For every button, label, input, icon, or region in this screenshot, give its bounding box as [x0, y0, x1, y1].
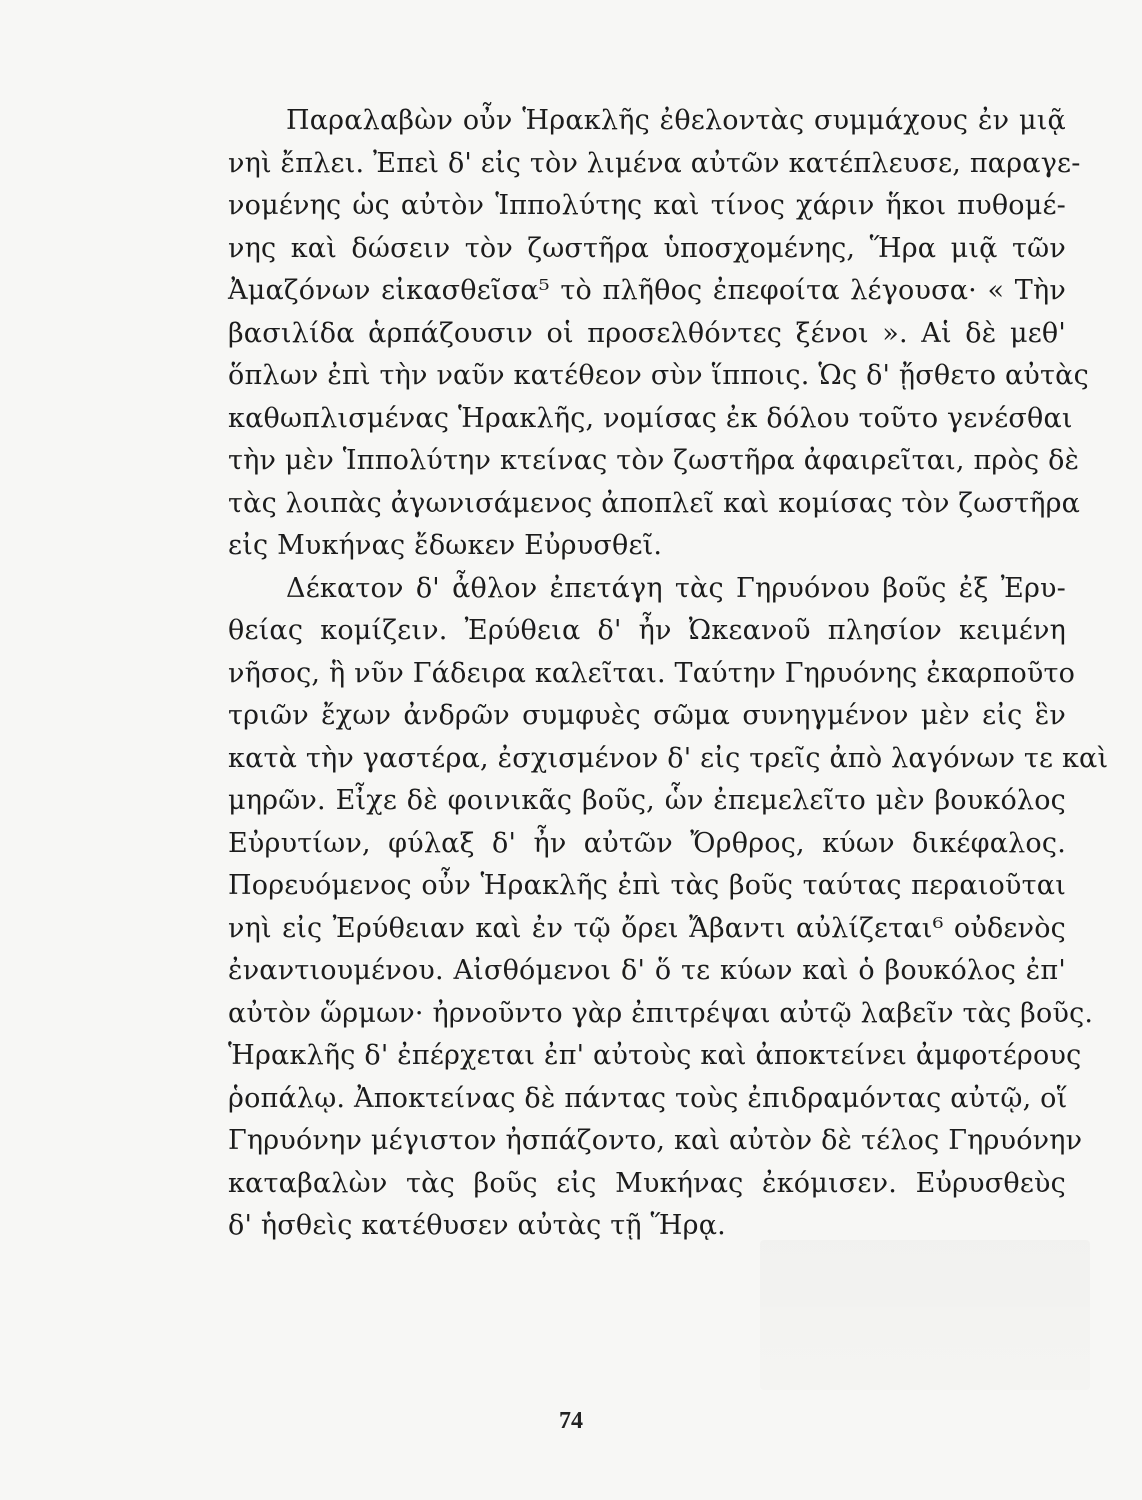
text-line: Δέκατον δ' ἆθλον ἐπετάγη τὰς Γηρυόνου βοῦς ἐξ Ἐρυ- — [286, 572, 1066, 604]
text-line: βασιλίδα ἁρπάζουσιν οἱ προσελθόντες ξένοι ». Αἱ δὲ μεθ' — [228, 317, 1066, 349]
text-line: κατὰ τὴν γαστέρα, ἐσχισμένον δ' εἰς τρεῖς ἀπὸ λαγόνων τε καὶ — [228, 742, 1109, 774]
text-line: νηὶ εἰς Ἐρύθειαν καὶ ἐν τῷ ὄρει Ἄβαντι αὐλίζεται⁶ οὐδενὸς — [228, 912, 1066, 944]
text-line: Παραλαβὼν οὖν Ἡρακλῆς ἐθελοντὰς συμμάχους ἐν μιᾷ — [286, 105, 1066, 136]
show-through-shadow — [760, 1240, 1090, 1390]
text-line: νηὶ ἔπλει. Ἐπεὶ δ' εἰς τὸν λιμένα αὐτῶν κατέπλευσε, παραγε- — [228, 147, 1081, 179]
text-line: Πορευόμενος οὖν Ἡρακλῆς ἐπὶ τὰς βοῦς ταύτας περαιοῦται — [228, 870, 1066, 901]
text-line: Ἀμαζόνων εἰκασθεῖσα⁵ τὸ πλῆθος ἐπεφοίτα λέγουσα· « Τὴν — [228, 275, 1066, 306]
text-line: εἰς Μυκήνας ἔδωκεν Εὐρυσθεῖ. — [228, 530, 663, 561]
text-line: καθωπλισμένας Ἡρακλῆς, νομίσας ἐκ δόλου τοῦτο γενέσθαι — [228, 402, 1073, 434]
text-line: Γηρυόνην μέγιστον ἠσπάζοντο, καὶ αὐτὸν δὲ τέλος Γηρυόνην — [228, 1125, 1083, 1156]
text-line: καταβαλὼν τὰς βοῦς εἰς Μυκήνας ἐκόμισεν. Εὐρυσθεὺς — [228, 1167, 1066, 1199]
text-line: νῆσος, ἣ νῦν Γάδειρα καλεῖται. Ταύτην Γηρυόνης ἐκαρποῦτο — [228, 657, 1076, 689]
text-line: τὴν μὲν Ἱππολύτην κτείνας τὸν ζωστῆρα ἀφαιρεῖται, πρὸς δὲ — [228, 445, 1080, 476]
text-line: τριῶν ἔχων ἀνδρῶν συμφυὲς σῶμα συνηγμένον μὲν εἰς ἓν — [228, 700, 1066, 731]
text-line: θείας κομίζειν. Ἐρύθεια δ' ἦν Ὠκεανοῦ πλησίον κειμένη — [228, 615, 1066, 646]
text-line: ῥοπάλῳ. Ἀποκτείνας δὲ πάντας τοὺς ἐπιδραμόντας αὐτῷ, οἵ — [228, 1082, 1068, 1114]
text-line: δ' ἡσθεὶς κατέθυσεν αὐτὰς τῇ Ἥρᾳ. — [228, 1210, 726, 1241]
text-line: ὅπλων ἐπὶ τὴν ναῦν κατέθεον σὺν ἵπποις. Ὡς δ' ᾔσθετο αὐτὰς — [228, 360, 1089, 391]
text-line: αὐτὸν ὥρμων· ἠρνοῦντο γὰρ ἐπιτρέψαι αὐτῷ λαβεῖν τὰς βοῦς. — [228, 997, 1094, 1029]
body-text — [228, 100, 1109, 1248]
text-line: μηρῶν. Εἶχε δὲ φοινικᾶς βοῦς, ὧν ἐπεμελεῖτο μὲν βουκόλος — [228, 785, 1066, 816]
text-line: νομένης ὡς αὐτὸν Ἱππολύτης καὶ τίνος χάριν ἥκοι πυθομέ- — [228, 190, 1066, 221]
text-line: νης καὶ δώσειν τὸν ζωστῆρα ὑποσχομένης, Ἥρα μιᾷ τῶν — [228, 232, 1066, 264]
text-line: Ἡρακλῆς δ' ἐπέρχεται ἐπ' αὐτοὺς καὶ ἀποκτείνει ἀμφοτέρους — [228, 1040, 1082, 1071]
page-number: 74 — [559, 1408, 583, 1434]
text-line: τὰς λοιπὰς ἀγωνισάμενος ἀποπλεῖ καὶ κομίσας τὸν ζωστῆρα — [228, 487, 1081, 519]
text-line: ἐναντιουμένου. Αἰσθόμενοι δ' ὅ τε κύων καὶ ὁ βουκόλος ἐπ' — [228, 955, 1066, 986]
text-line: Εὐρυτίων, φύλαξ δ' ἦν αὐτῶν Ὄρθρος, κύων δικέφαλος. — [228, 827, 1066, 859]
